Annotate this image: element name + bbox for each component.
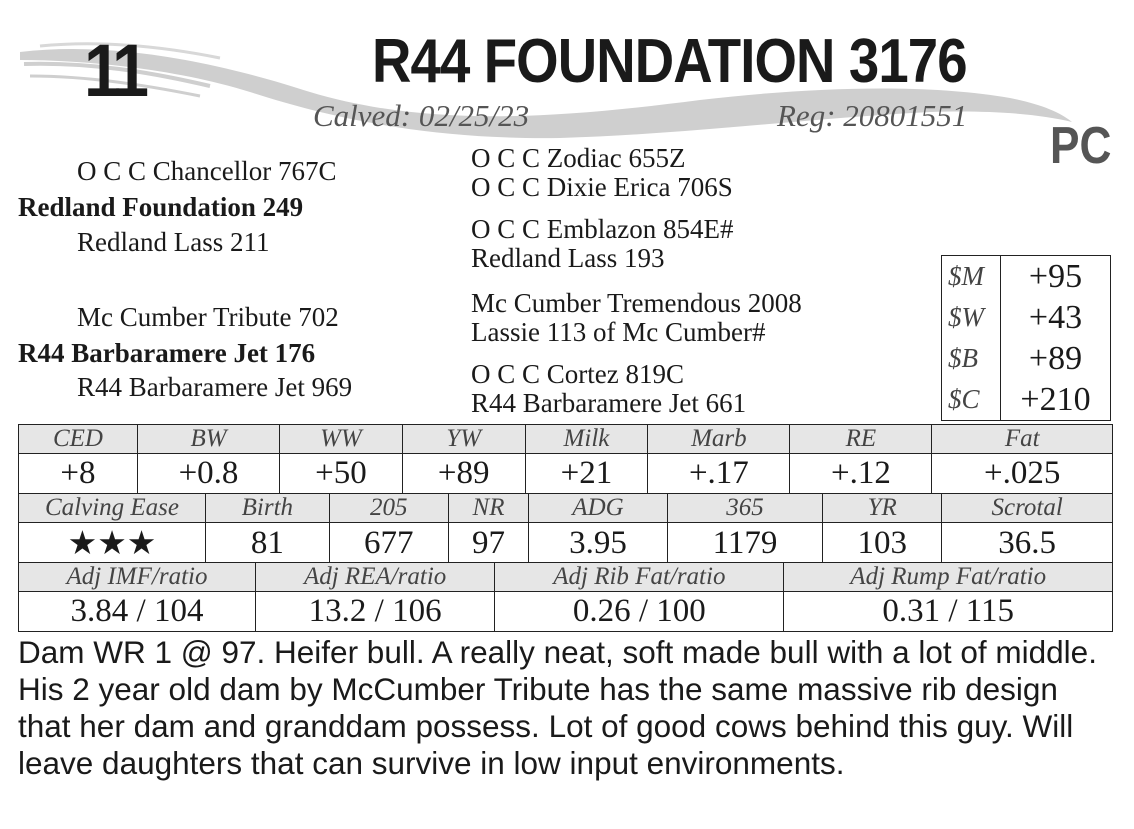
epd-header: Marb bbox=[648, 425, 790, 454]
epd-value: +89 bbox=[402, 454, 525, 494]
performance-header: 365 bbox=[667, 494, 822, 523]
epd-value: +8 bbox=[19, 454, 138, 494]
sire-sire: O C C Chancellor 767C bbox=[77, 156, 337, 186]
performance-value: 36.5 bbox=[942, 523, 1113, 564]
ultrasound-header: Adj IMF/ratio bbox=[19, 563, 256, 592]
lot-number: 11 bbox=[84, 29, 144, 112]
index-row bbox=[942, 256, 1111, 298]
ultrasound-header-row bbox=[19, 563, 1113, 592]
epd-header: CED bbox=[19, 425, 138, 454]
great-grandparent-7: O C C Cortez 819C bbox=[471, 359, 684, 389]
index-label: $W bbox=[942, 297, 1001, 338]
epd-value: +50 bbox=[280, 454, 403, 494]
epd-value: +21 bbox=[525, 454, 648, 494]
epd-header: BW bbox=[137, 425, 279, 454]
ultrasound-table bbox=[18, 562, 1113, 632]
epd-header: Milk bbox=[525, 425, 648, 454]
animal-name: R44 FOUNDATION 3176 bbox=[372, 27, 967, 96]
great-grandparent-5: Mc Cumber Tremendous 2008 bbox=[471, 288, 802, 318]
performance-value-row bbox=[19, 523, 1113, 564]
index-label: $M bbox=[942, 256, 1001, 298]
ultrasound-value-row bbox=[19, 592, 1113, 632]
calved-date: Calved: 02/25/23 bbox=[313, 98, 530, 133]
ultrasound-value: 13.2 / 106 bbox=[255, 592, 494, 632]
epd-value-row bbox=[19, 454, 1113, 494]
epd-header: RE bbox=[790, 425, 932, 454]
epd-value: +.12 bbox=[790, 454, 932, 494]
ultrasound-value: 0.26 / 100 bbox=[495, 592, 784, 632]
index-label: $B bbox=[942, 338, 1001, 379]
performance-header: Calving Ease bbox=[19, 494, 206, 523]
performance-header: ADG bbox=[529, 494, 668, 523]
epd-header: Fat bbox=[932, 425, 1113, 454]
dollar-index-table bbox=[941, 255, 1111, 421]
index-value: +43 bbox=[1028, 298, 1083, 336]
performance-header: NR bbox=[448, 494, 528, 523]
index-row bbox=[942, 379, 1111, 421]
performance-value: 1179 bbox=[667, 523, 822, 564]
great-grandparent-4: Redland Lass 193 bbox=[471, 243, 665, 273]
ultrasound-header: Adj Rib Fat/ratio bbox=[495, 563, 784, 592]
great-grandparent-8: R44 Barbaramere Jet 661 bbox=[471, 388, 747, 418]
dam-sire: Mc Cumber Tribute 702 bbox=[77, 302, 339, 332]
index-value: +89 bbox=[1028, 339, 1083, 377]
great-grandparent-2: O C C Dixie Erica 706S bbox=[471, 172, 733, 202]
epd-value: +.025 bbox=[932, 454, 1113, 494]
dam-dam: R44 Barbaramere Jet 969 bbox=[77, 372, 353, 402]
epd-header-row bbox=[19, 425, 1113, 454]
performance-value: 3.95 bbox=[529, 523, 668, 564]
performance-table bbox=[18, 493, 1113, 564]
ultrasound-header: Adj Rump Fat/ratio bbox=[784, 563, 1113, 592]
great-grandparent-6: Lassie 113 of Mc Cumber# bbox=[471, 317, 766, 347]
index-row bbox=[942, 338, 1111, 379]
calving-ease-stars: ★★★ bbox=[19, 523, 206, 564]
great-grandparent-3: O C C Emblazon 854E# bbox=[471, 214, 734, 244]
performance-header: YR bbox=[823, 494, 942, 523]
epd-header: YW bbox=[402, 425, 525, 454]
epd-value: +0.8 bbox=[137, 454, 279, 494]
index-value: +95 bbox=[1028, 257, 1083, 295]
polled-code: PC bbox=[1050, 117, 1112, 175]
performance-value: 97 bbox=[448, 523, 528, 564]
ultrasound-value: 3.84 / 104 bbox=[19, 592, 256, 632]
performance-header: Scrotal bbox=[942, 494, 1113, 523]
performance-header: 205 bbox=[329, 494, 448, 523]
performance-value: 81 bbox=[206, 523, 330, 564]
performance-header-row bbox=[19, 494, 1113, 523]
epd-header: WW bbox=[280, 425, 403, 454]
sire: Redland Foundation 249 bbox=[18, 192, 304, 222]
epd-value: +.17 bbox=[648, 454, 790, 494]
epd-table bbox=[18, 424, 1113, 494]
index-value: +210 bbox=[1020, 380, 1091, 418]
performance-value: 103 bbox=[823, 523, 942, 564]
lot-comments: Dam WR 1 @ 97. Heifer bull. A really neat, soft made bull with a lot of middle. His 2 year old dam by McCumber Tribute has the same massive rib design that her dam and granddam possess. Lot of good cows behind this guy. Will leave daughters that can survive in low input environments. bbox=[18, 634, 1097, 781]
index-label: $C bbox=[942, 379, 1001, 421]
index-row bbox=[942, 297, 1111, 338]
performance-value: 677 bbox=[329, 523, 448, 564]
dam: R44 Barbaramere Jet 176 bbox=[18, 338, 316, 368]
registration-number: Reg: 20801551 bbox=[777, 98, 968, 133]
great-grandparent-1: O C C Zodiac 655Z bbox=[471, 143, 686, 173]
ultrasound-header: Adj REA/ratio bbox=[255, 563, 494, 592]
performance-header: Birth bbox=[206, 494, 330, 523]
sire-dam: Redland Lass 211 bbox=[77, 227, 270, 257]
ultrasound-value: 0.31 / 115 bbox=[784, 592, 1113, 632]
